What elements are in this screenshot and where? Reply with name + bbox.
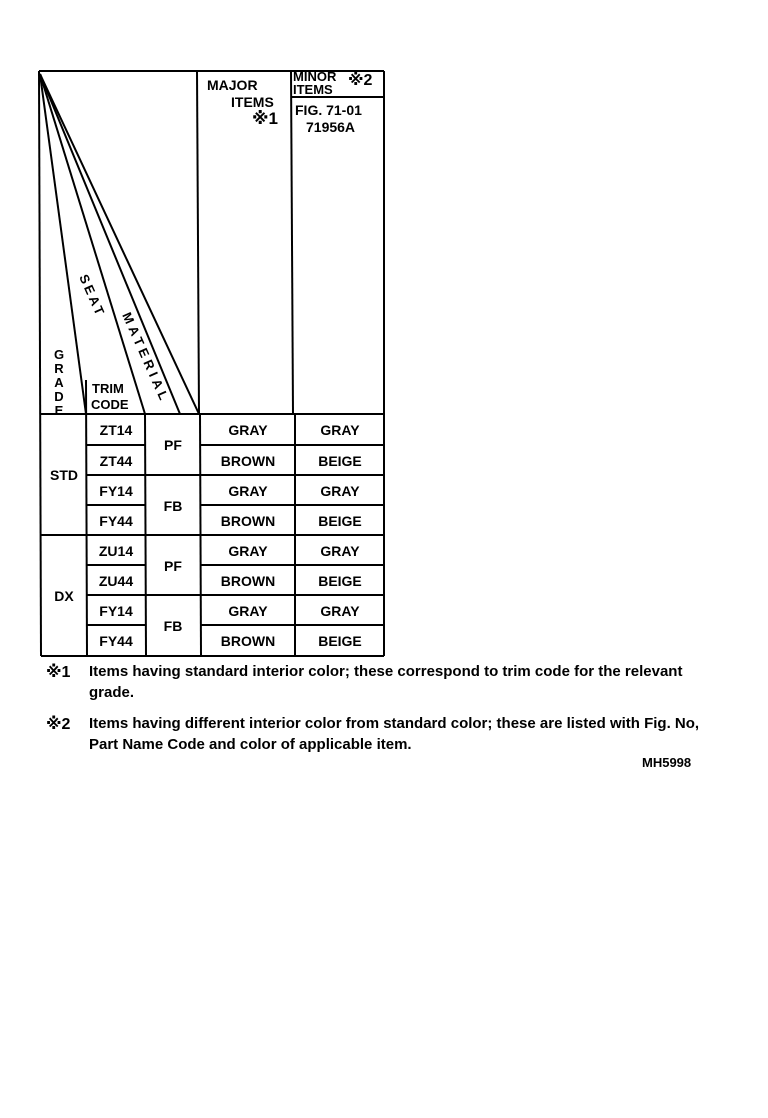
minor-items-mark: ※2: [348, 72, 373, 89]
trim-code-cell: FY14: [99, 602, 133, 619]
grade-label: [52, 347, 66, 417]
major-color-cell: GRAY: [228, 542, 268, 559]
major-color-cell: BROWN: [220, 633, 276, 649]
trim-code-line1: TRIM: [92, 381, 124, 396]
document-code: MH5998: [642, 755, 692, 770]
major-color-cell: BROWN: [220, 572, 276, 589]
minor-color-cell: BEIGE: [318, 452, 362, 469]
part-name-code: 71956A: [306, 119, 356, 135]
minor-items-line1: MINOR: [293, 69, 337, 84]
material-cell: PF: [164, 437, 182, 453]
major-color-cell: GRAY: [228, 482, 268, 499]
minor-color-cell: GRAY: [320, 482, 360, 499]
major-color-cell: BROWN: [220, 452, 276, 469]
trim-code-cell: ZU44: [98, 572, 134, 589]
minor-items-line2: ITEMS: [293, 82, 333, 97]
grade-label-text: GRADE: [51, 347, 67, 417]
material-cell: FB: [163, 497, 183, 514]
note-2-mark: ※2: [46, 716, 71, 733]
trim-code-cell: FY44: [99, 633, 133, 649]
note-1-text: Items having standard interior color; these correspond to trim code for the relevant grade.: [89, 663, 683, 701]
seat-label: SEAT: [76, 272, 109, 320]
fig-number: FIG. 71-01: [295, 102, 362, 118]
minor-color-cell: GRAY: [320, 422, 360, 438]
note-2-text: Items having different interior color from standard color; these are listed with Fig. No, Part Name Code and color of applicable item.: [89, 715, 700, 753]
minor-color-cell: BEIGE: [318, 512, 362, 529]
minor-color-cell: GRAY: [320, 542, 360, 559]
major-color-cell: GRAY: [228, 602, 268, 619]
major-items-mark: ※1: [252, 109, 278, 128]
note-1-mark: ※1: [46, 664, 71, 681]
trim-code-cell: FY44: [99, 512, 133, 529]
minor-color-cell: BEIGE: [318, 572, 362, 589]
major-items-line2: ITEMS: [231, 94, 274, 110]
major-color-cell: BROWN: [220, 512, 276, 529]
material-label: MATERIAL: [119, 310, 173, 406]
trim-code-cell: FY14: [99, 482, 133, 499]
minor-color-cell: GRAY: [320, 602, 360, 619]
grade-cell: DX: [54, 588, 74, 604]
trim-code-cell: ZT14: [99, 422, 133, 438]
trim-code-cell: ZT44: [99, 452, 133, 469]
trim-code-line2: CODE: [91, 397, 129, 412]
major-items-line1: MAJOR: [207, 77, 258, 93]
grade-cell: STD: [50, 467, 78, 483]
trim-code-cell: ZU14: [98, 542, 134, 559]
major-color-cell: GRAY: [228, 422, 268, 438]
minor-color-cell: BEIGE: [318, 633, 362, 649]
material-cell: PF: [164, 557, 182, 574]
material-cell: FB: [163, 618, 183, 634]
